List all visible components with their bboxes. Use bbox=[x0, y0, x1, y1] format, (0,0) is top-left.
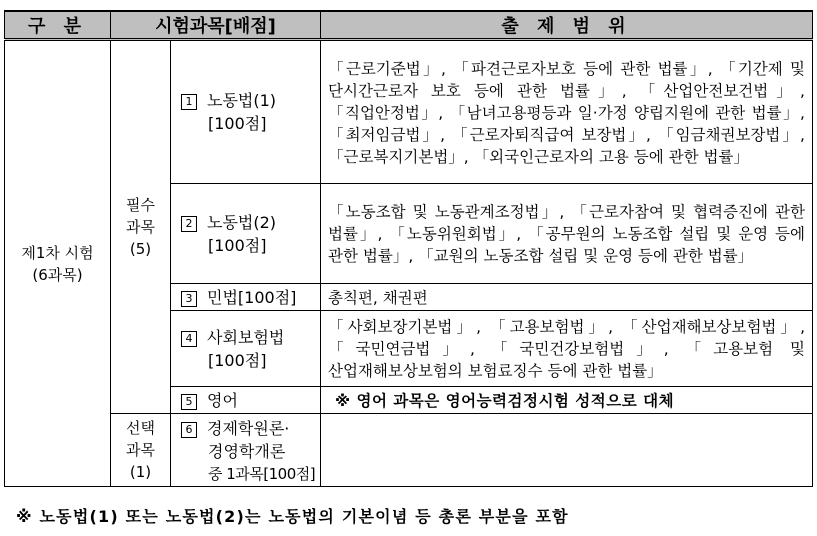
table-row bbox=[5, 414, 813, 487]
subject-number-box: 2 bbox=[181, 216, 197, 232]
subject-score: [100점] bbox=[208, 235, 267, 255]
elective-line2: 과목 bbox=[126, 441, 155, 459]
elective-line1: 선택 bbox=[126, 419, 155, 437]
first-exam-label bbox=[5, 40, 111, 487]
footnote: ※ 노동법(1) 또는 노동법(2)는 노동법의 기본이념 등 총론 부분을 포함 bbox=[16, 507, 569, 526]
subject-score: [100점] bbox=[208, 350, 267, 370]
subject-number-box: 1 bbox=[181, 94, 197, 110]
header-subjects: 시험과목[배점] bbox=[111, 11, 321, 40]
elective-subjects-label bbox=[111, 414, 171, 487]
subject-name: 노동법(1) bbox=[207, 91, 277, 110]
required-line1: 필수 bbox=[126, 196, 155, 214]
subject-range bbox=[321, 414, 813, 487]
subject-name-line2: 경영학개론 bbox=[208, 442, 286, 461]
subject-name: 민법[100점] bbox=[207, 287, 297, 307]
table-header-row bbox=[5, 11, 813, 40]
elective-line3: (1) bbox=[129, 463, 152, 481]
subject-cell bbox=[171, 311, 321, 387]
subject-range-note: ※ 영어 과목은 영어능력검정시험 성적으로 대체 bbox=[321, 387, 813, 414]
subject-name: 노동법(2) bbox=[207, 212, 277, 232]
table-row bbox=[5, 40, 813, 184]
subject-cell bbox=[171, 184, 321, 284]
subject-range: 「노동조합 및 노동관계조정법」, 「근로자참여 및 협력증진에 관한 법률」, 「노동위원회법」, 「공무원의 노동조합 설립 및 운영 등에 관한 법률」, 「교원의 노동조합 설립 및 운영 등에 관한 법률」 bbox=[321, 184, 813, 284]
subject-number-box: 3 bbox=[181, 291, 197, 307]
subject-cell bbox=[171, 284, 321, 311]
subject-score: [100점] bbox=[208, 114, 267, 133]
subject-name-line1: 경제학원론· bbox=[207, 419, 290, 438]
subject-cell bbox=[171, 387, 321, 414]
first-exam-title: 제1차 시험 bbox=[21, 243, 94, 262]
subject-number-box: 4 bbox=[181, 331, 197, 347]
subject-range: 「근로기준법」, 「파견근로자보호 등에 관한 법률」, 「기간제 및 단시간근로자 보호 등에 관한 법률」, 「산업안전보건법」, 「직업안정법」, 「남녀고용평등과 일·가정 양립지원에 관한 법률」, 「최저임금법」, 「근로자퇴직급여 보장법」, 「임금채권보장법」, 「근로복지기본법」, 「외국인근로자의 고용 등에 관한 법률」 bbox=[321, 40, 813, 184]
exam-subjects-table bbox=[4, 10, 813, 487]
subject-cell bbox=[171, 40, 321, 184]
required-line3: (5) bbox=[129, 240, 152, 258]
required-subjects-label bbox=[111, 40, 171, 414]
subject-cell bbox=[171, 414, 321, 487]
subject-name: 영어 bbox=[207, 390, 238, 410]
subject-range: 「사회보장기본법」, 「고용보험법」, 「산업재해보상보험법」, 「국민연금법」, 「국민건강보험법」, 「고용보험 및 산업재해보상보험의 보험료징수 등에 관한 법률」 bbox=[321, 311, 813, 387]
subject-name-line3: 중 1과목[100점] bbox=[208, 465, 316, 483]
subject-number-box: 5 bbox=[181, 394, 197, 410]
subject-number-box: 6 bbox=[181, 422, 197, 438]
first-exam-count: (6과목) bbox=[32, 265, 83, 284]
subject-name: 사회보험법 bbox=[207, 327, 285, 347]
required-line2: 과목 bbox=[126, 218, 155, 236]
header-category: 구 분 bbox=[5, 11, 111, 40]
header-range: 출 제 범 위 bbox=[321, 11, 813, 40]
subject-range: 총칙편, 채권편 bbox=[321, 284, 813, 311]
